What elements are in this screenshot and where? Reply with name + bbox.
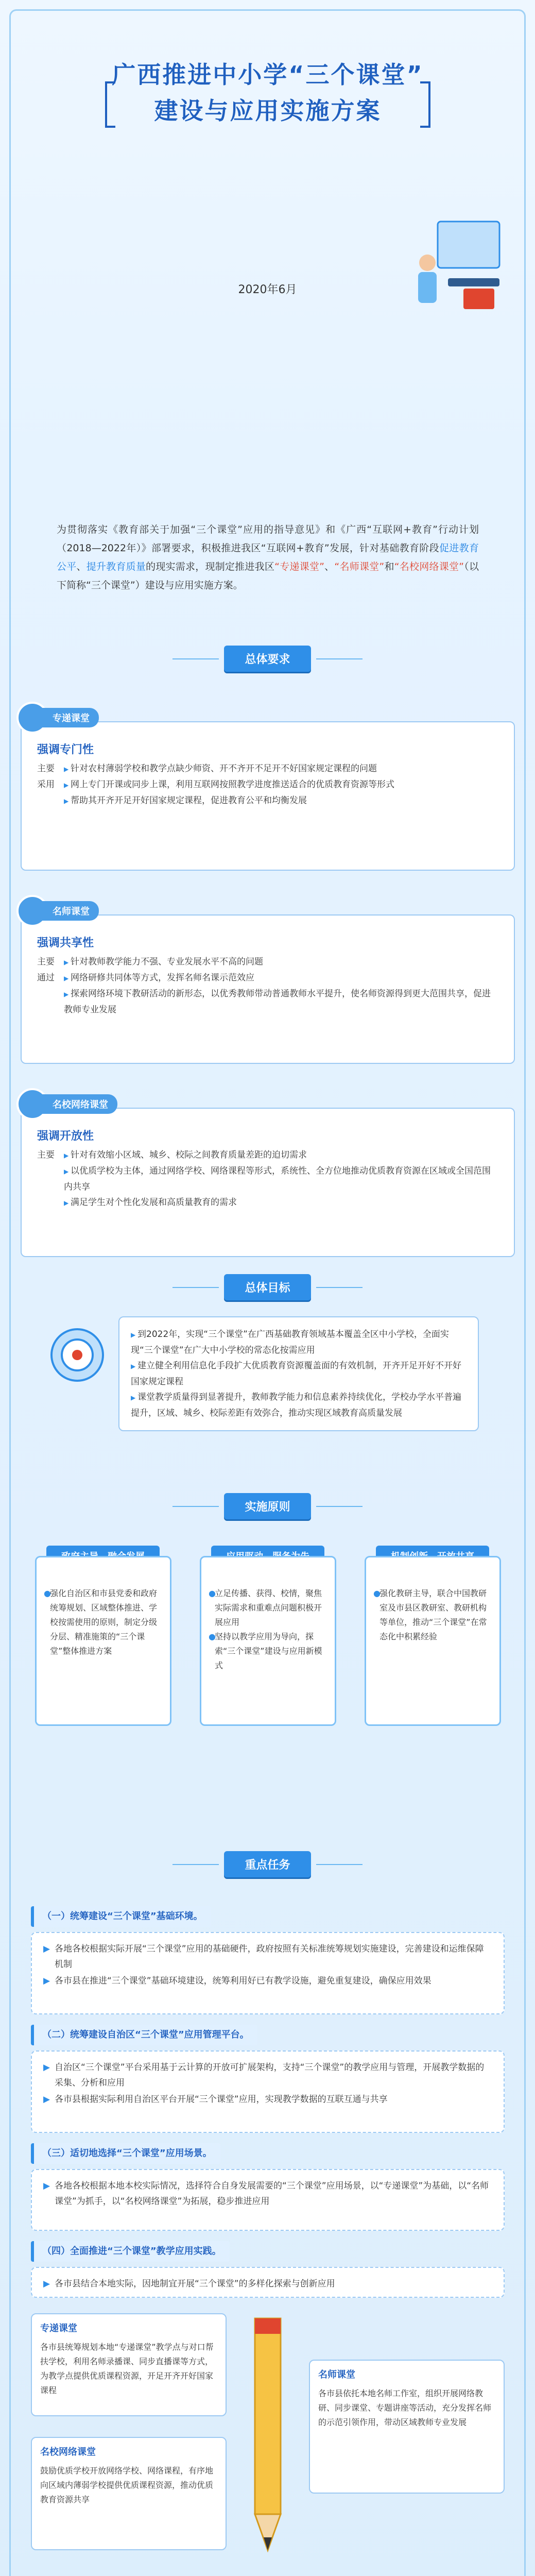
pencil-card-title: 名校网络课堂 — [40, 2447, 96, 2458]
section-title-principles: 实施原则 — [224, 1493, 310, 1519]
card-famous-school-classroom — [21, 1099, 515, 1257]
intro-paragraph — [57, 520, 479, 595]
principle-item: ● 强化教研主导，联合中国教研室及市县区教研室、教研机构等单位，推动“三个课堂”在常态化中积累经验 — [373, 1586, 492, 1644]
section-header-goals — [0, 1273, 535, 1301]
target-goal-icon — [46, 1319, 108, 1396]
line-label — [37, 1163, 64, 1195]
task-item: ▶ 各市县根据实际利用自治区平台开展“三个课堂”应用，实现教学数据的互联互通与共享 — [43, 2092, 492, 2107]
intro-highlight-quality: 提升教育质量 — [86, 561, 146, 572]
intro-highlight-equity: 促进教育公平 — [57, 543, 479, 572]
card-line — [37, 986, 498, 1018]
task-item: ▶ 各地各校根据本地本校实际情况，选择符合自身发展需要的“三个课堂”应用场景，以“专递课堂”为基础，以“名师课堂”为抓手，以“名校网络课堂”为拓展，稳步推进应用 — [43, 2178, 492, 2209]
principle-card-2 — [200, 1556, 336, 1726]
intro-highlight-famous-school: “名校网络课堂” — [394, 561, 464, 572]
intro-text-1: 为贯彻落实《教育部关于加强“三个课堂”应用的指导意见》和《广西“互联网+教育”行动计划（2018—2022年）》部署要求，积极推进我区“互联网+教育”发展，针对基础教育阶段 — [57, 524, 479, 554]
task-title-2: （二）统筹建设自治区“三个课堂”应用管理平台。 — [31, 2025, 257, 2045]
goal-item — [131, 1327, 467, 1358]
task-title-1: （一）统筹建设“三个课堂”基础环境。 — [31, 1906, 211, 1927]
card-subtitle: 强调共享性 — [37, 937, 94, 950]
task-box-4 — [31, 2267, 505, 2298]
intro-sep-3: 和 — [384, 561, 394, 572]
task-text: 各地各校根据实际开展“三个课堂”应用的基础硬件，政府按照有关标准统筹规划实施建设，完善建设和运维保障机制 — [55, 1944, 484, 1970]
card-line — [37, 1195, 498, 1211]
line-text: ▶ 网上专门开课或同步上课，利用互联网按照教学进度推送适合的优质教育资源等形式 — [64, 777, 394, 793]
section-header-principles — [0, 1492, 535, 1520]
section-header-tasks — [0, 1850, 535, 1878]
line-label: 主要 — [37, 1150, 55, 1160]
line-label: 通过 — [37, 973, 55, 983]
intro-highlight-specialized: “专递课堂” — [274, 561, 324, 572]
line-text: ▶ 针对农村薄弱学校和教学点缺少师资、开不齐开不足开不好国家规定课程的问题 — [64, 761, 377, 777]
card-specialized-classroom — [21, 713, 515, 871]
line-label: 采用 — [37, 779, 55, 790]
card-line — [37, 793, 498, 809]
task-text: 自治区“三个课堂”平台采用基于云计算的开放可扩展架构，支持“三个课堂”的教学应用与管理，开展教学数据的采集、分析和应用 — [55, 2062, 485, 2088]
card-line — [37, 970, 498, 986]
line-label: 主要 — [37, 764, 55, 774]
section-title-tasks: 重点任务 — [224, 1851, 310, 1877]
principle-card-1 — [35, 1556, 171, 1726]
title-left-bracket-decoration — [105, 81, 115, 128]
line-text: ▶ 帮助其开齐开足开好国家规定课程，促进教育公平和均衡发展 — [64, 793, 307, 809]
card-famous-teacher-classroom — [21, 906, 515, 1064]
classroom-illustration-icon — [407, 201, 510, 319]
intro-sep: 、 — [76, 561, 87, 572]
document-date: 2020年6月 — [238, 283, 297, 296]
pencil-card-text: 各市县统筹规划本地“专递课堂”教学点与对口帮扶学校，利用名师录播课、同步直播课等方式，为教学点提供优质课程资源，开足开齐开好国家课程 — [40, 2342, 214, 2395]
pencil-card-title: 专递课堂 — [40, 2323, 77, 2334]
task-item: ▶ 各市县结合本地实际，因地制宜开展“三个课堂”的多样化探索与创新应用 — [43, 2276, 492, 2292]
line-text: ▶ 满足学生对个性化发展和高质量教育的需求 — [64, 1195, 237, 1211]
principle-item: ● 强化自治区和市县党委和政府统筹规划、区域整体推进、学校按需使用的原则，制定分级分层、精准施策的“三个课堂”整体推进方案 — [44, 1586, 163, 1658]
line-text: ▶ 以优质学校为主体，通过网络学校、网络课程等形式，系统性、全方位地推动优质教育资源在区域或全国范围内共享 — [64, 1163, 498, 1195]
principle-item: ● 立足传播、获得、校情，聚焦实际需求和重难点问题积极开展应用 — [209, 1586, 327, 1630]
section-title-goals: 总体目标 — [224, 1274, 310, 1300]
goal-text: ▶ 课堂教学质量得到显著提升，教师教学能力和信息素养持续优化，学校办学水平普遍提升，区域、城乡、校际差距有效弥合，推动实现区域教育高质量发展 — [131, 1389, 467, 1421]
task-text: 各市县根据实际利用自治区平台开展“三个课堂”应用，实现教学数据的互联互通与共享 — [55, 2094, 388, 2105]
card-subtitle: 强调开放性 — [37, 1130, 94, 1143]
pencil-card-specialized — [31, 2313, 227, 2416]
line-label — [37, 986, 64, 1018]
task-box-2 — [31, 2050, 505, 2133]
principle-text: 强化教研主导，联合中国教研室及市县区教研室、教研机构等单位，推动“三个课堂”在常态化中积累经验 — [379, 1588, 487, 1641]
pencil-card-text: 鼓励优质学校开放网络学校、网络课程，有序地向区域内薄弱学校提供优质课程资源，推动优质教育资源共享 — [40, 2466, 214, 2504]
section-title-general: 总体要求 — [224, 646, 310, 672]
card-tag-famous-teacher: 名师课堂 — [22, 901, 99, 921]
task-item: ▶ 自治区“三个课堂”平台采用基于云计算的开放可扩展架构，支持“三个课堂”的教学应用与管理，开展教学数据的采集、分析和应用 — [43, 2060, 492, 2091]
pencil-card-famous-school — [31, 2437, 227, 2550]
principle-item: ● 坚持以教学应用为导向，探索“三个课堂”建设与应用新模式 — [209, 1630, 327, 1673]
line-text: ▶ 针对教师教学能力不强、专业发展水平不高的问题 — [64, 954, 263, 970]
card-line — [37, 954, 498, 970]
card-tag-specialized: 专递课堂 — [22, 708, 99, 727]
principle-text: 强化自治区和市县党委和政府统筹规划、区域整体推进、学校按需使用的原则，制定分级分层、精准施策的“三个课堂”整体推进方案 — [50, 1588, 158, 1656]
intro-text-2: 的现实需求，现制定推进我区 — [146, 561, 275, 572]
line-label — [37, 1195, 64, 1211]
line-label — [37, 793, 64, 809]
task-box-3 — [31, 2169, 505, 2231]
principle-card-3 — [365, 1556, 501, 1726]
card-line — [37, 1163, 498, 1195]
section-header-general — [0, 644, 535, 673]
pencil-card-text: 各市县依托本地名师工作室，组织开展网络教研、同步课堂、专题讲座等活动，充分发挥名师的示范引领作用，带动区域教师专业发展 — [318, 2388, 492, 2427]
line-label: 主要 — [37, 957, 55, 967]
task-text: 各市县在推进“三个课堂”基础环境建设，统筹利用好已有教学设施，避免重复建设，确保应用效果 — [55, 1976, 432, 1986]
title-line-1: 广西推进中小学“三个课堂” — [112, 61, 424, 89]
principle-text: 坚持以教学应用为导向，探索“三个课堂”建设与应用新模式 — [215, 1632, 322, 1670]
task-title-3: （三）适切地选择“三个课堂”应用场景。 — [31, 2143, 220, 2164]
task-item: ▶ 各市县在推进“三个课堂”基础环境建设，统筹利用好已有教学设施，避免重复建设，确保应用效果 — [43, 1973, 492, 1989]
card-line — [37, 777, 498, 793]
intro-highlight-famous-teacher: “名师课堂” — [334, 561, 385, 572]
task-title-4: （四）全面推进“三个课堂”教学应用实践。 — [31, 2241, 230, 2262]
goal-text: ▶ 到2022年，实现“三个课堂”在广西基础教育领域基本覆盖全区中小学校，全面实现“三个课堂”在广大中小学校的常态化按需应用 — [131, 1327, 467, 1358]
task-item: ▶ 各地各校根据实际开展“三个课堂”应用的基础硬件，政府按照有关标准统筹规划实施建设，完善建设和运维保障机制 — [43, 1941, 492, 1972]
title-right-bracket-decoration — [420, 81, 430, 128]
goal-item — [131, 1358, 467, 1389]
pencil-card-title: 名师课堂 — [318, 2369, 355, 2380]
task-text: 各地各校根据本地本校实际情况，选择符合自身发展需要的“三个课堂”应用场景，以“专递课堂”为基础，以“名师课堂”为抓手，以“名校网络课堂”为拓展，稳步推进应用 — [55, 2181, 489, 2207]
card-line — [37, 1147, 498, 1163]
goals-box — [118, 1316, 479, 1431]
card-subtitle: 强调专门性 — [37, 743, 94, 756]
principle-text: 立足传播、获得、校情，聚焦实际需求和重难点问题积极开展应用 — [215, 1588, 322, 1627]
task-box-1 — [31, 1932, 505, 2014]
pencil-illustration-icon — [242, 2308, 294, 2566]
line-text: ▶ 网络研修共同体等方式，发挥名师名课示范效应 — [64, 970, 254, 986]
goal-item — [131, 1389, 467, 1421]
card-line — [37, 761, 498, 777]
card-tag-famous-school: 名校网络课堂 — [22, 1094, 117, 1114]
document-title-block — [62, 57, 474, 129]
line-text: ▶ 针对有效缩小区域、城乡、校际之间教育质量差距的迫切需求 — [64, 1147, 307, 1163]
line-text: ▶ 探索网络环境下教研活动的新形态，以优秀教师带动普通教师水平提升，使名师资源得到更大范围共享，促进教师专业发展 — [64, 986, 498, 1018]
goal-text: ▶ 建立健全利用信息化手段扩大优质教育资源覆盖面的有效机制，开齐开足开好不开好国家规定课程 — [131, 1358, 467, 1389]
intro-sep-2: 、 — [324, 561, 335, 572]
intro-text-end: （以下简称“三个课堂”）建设与应用实施方案。 — [57, 561, 479, 591]
task-text: 各市县结合本地实际，因地制宜开展“三个课堂”的多样化探索与创新应用 — [55, 2279, 335, 2289]
title-line-2: 建设与应用实施方案 — [154, 97, 382, 125]
pencil-card-famous-teacher — [309, 2360, 505, 2494]
